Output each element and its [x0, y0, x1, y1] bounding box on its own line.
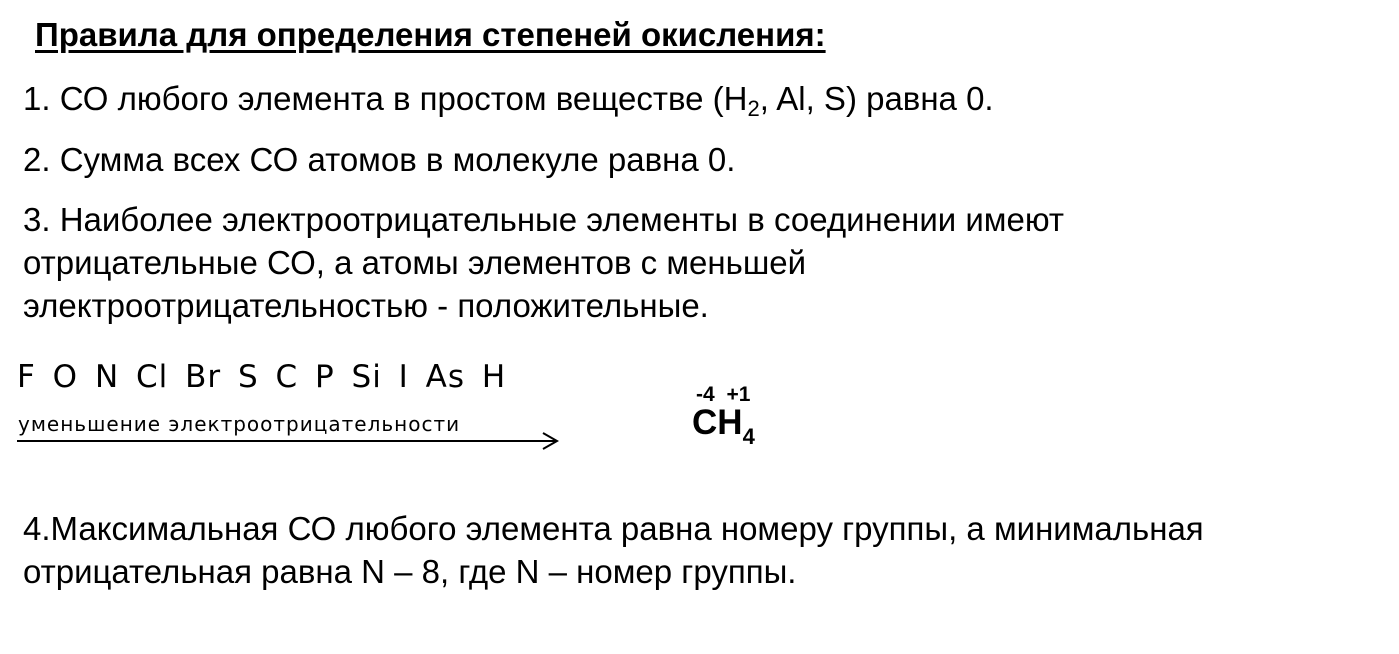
rule-1-text-end: , Al, S) равна 0.: [759, 80, 994, 117]
rule-3-line-2: отрицательные СО, а атомы элементов с меньшей: [23, 244, 807, 281]
methane-formula: [692, 403, 755, 449]
decrease-arrow-icon: [17, 428, 562, 452]
rule-2: 2. Сумма всех СО атомов в молекуле равна 0.: [23, 141, 736, 178]
rule-4: [23, 507, 1204, 593]
rule-1-subscript: 2: [747, 96, 760, 121]
oxidation-states: -4 +1: [696, 383, 751, 406]
rule-3: [23, 198, 1064, 327]
rule-3-line-1: 3. Наиболее электроотрицательные элементы в соединении имеют: [23, 201, 1064, 238]
rule-3-line-3: электроотрицательностью - положительные.: [23, 287, 709, 324]
rule-4-line-2: отрицательная равна N – 8, где N – номер группы.: [23, 553, 797, 590]
formula-base: CH: [692, 403, 743, 442]
formula-subscript: 4: [742, 424, 755, 449]
rule-1: [23, 77, 994, 120]
electronegativity-series: F O N Cl Br S C P Si I As H: [17, 359, 507, 395]
page-title: Правила для определения степеней окисления:: [35, 16, 826, 53]
electronegativity-label: уменьшение электроотрицательности: [18, 412, 461, 436]
rule-1-text: 1. СО любого элемента в простом веществе (H: [23, 80, 748, 117]
rule-4-line-1: 4.Максимальная СО любого элемента равна номеру группы, а минимальная: [23, 510, 1204, 547]
